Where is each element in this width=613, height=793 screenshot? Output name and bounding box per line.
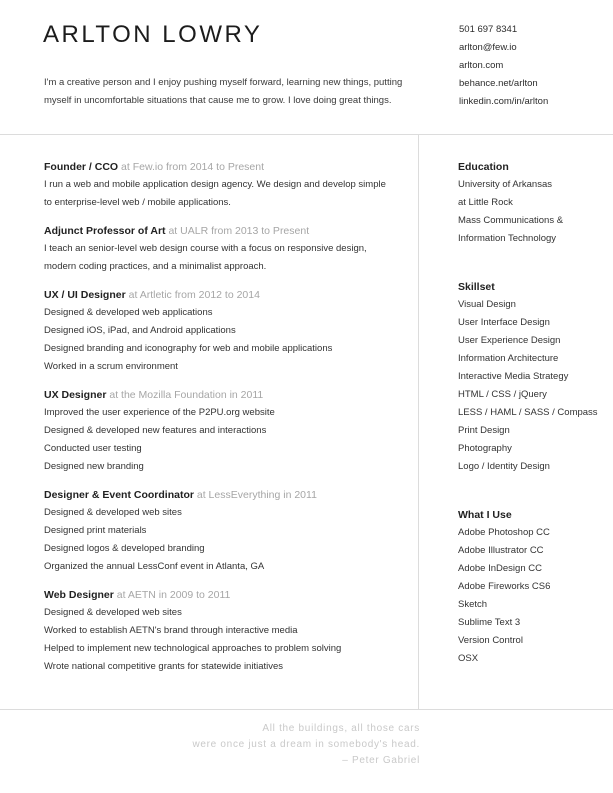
intro-line: myself in uncomfortable situations that cause me to grow. I love doing great things. xyxy=(44,95,392,106)
footer-quote xyxy=(0,721,420,769)
job-heading xyxy=(44,486,392,504)
job-heading xyxy=(44,158,392,176)
job-meta: at LessEverything in 2011 xyxy=(196,489,317,501)
job-detail: Designed new branding xyxy=(44,461,144,472)
skill-item: User Experience Design xyxy=(458,335,561,346)
job-detail: Wrote national competitive grants for statewide initiatives xyxy=(44,661,284,672)
job-detail: Worked to establish AETN's brand through interactive media xyxy=(44,625,298,636)
experience-section-web-designer xyxy=(44,586,392,676)
job-title: Web Designer xyxy=(44,589,114,601)
contact-email: arlton@few.io xyxy=(459,42,517,53)
skill-item: Print Design xyxy=(458,425,510,436)
job-detail: I teach an senior-level web design course with a focus on responsive design, xyxy=(44,243,367,254)
job-detail: I run a web and mobile application design agency. We design and develop simple xyxy=(44,179,386,190)
job-detail: Designed branding and iconography for web and mobile applications xyxy=(44,343,333,354)
job-detail: Organized the annual LessConf event in Atlanta, GA xyxy=(44,561,265,572)
education-item: at Little Rock xyxy=(458,197,513,208)
job-detail: Designed & developed web applications xyxy=(44,307,213,318)
quote-line: All the buildings, all those cars xyxy=(262,723,420,734)
tool-item: Sketch xyxy=(458,599,488,610)
tools-heading: What I Use xyxy=(458,509,512,521)
skillset-section xyxy=(458,278,608,476)
skillset-heading: Skillset xyxy=(458,281,495,293)
job-meta: at Artletic from 2012 to 2014 xyxy=(128,289,260,301)
job-meta: at UALR from 2013 to Present xyxy=(168,225,310,237)
job-detail: Designed & developed web sites xyxy=(44,607,182,618)
tool-item: OSX xyxy=(458,653,479,664)
education-item: Mass Communications & xyxy=(458,215,564,226)
contact-behance: behance.net/arlton xyxy=(459,78,538,89)
job-detail: Designed iOS, iPad, and Android applications xyxy=(44,325,236,336)
job-detail: Designed print materials xyxy=(44,525,147,536)
skill-item: Visual Design xyxy=(458,299,516,310)
skill-item: Logo / Identity Design xyxy=(458,461,550,472)
sidebar-column xyxy=(458,158,608,668)
job-title: Adjunct Professor of Art xyxy=(44,225,166,237)
column-divider-line xyxy=(418,134,419,709)
header-divider-line xyxy=(0,134,613,135)
intro-paragraph xyxy=(44,74,404,110)
experience-section-professor xyxy=(44,222,392,276)
job-meta: at Few.io from 2014 to Present xyxy=(121,161,265,173)
quote-line: were once just a dream in somebody's head. xyxy=(192,739,420,750)
skill-item: Photography xyxy=(458,443,512,454)
job-detail: Worked in a scrum environment xyxy=(44,361,178,372)
education-item: Information Technology xyxy=(458,233,557,244)
contact-block xyxy=(459,21,548,111)
skill-item: HTML / CSS / jQuery xyxy=(458,389,547,400)
tool-item: Adobe Illustrator CC xyxy=(458,545,544,556)
skill-item: Interactive Media Strategy xyxy=(458,371,569,382)
contact-website: arlton.com xyxy=(459,60,504,71)
intro-line: I'm a creative person and I enjoy pushing myself forward, learning new things, putting xyxy=(44,77,403,88)
tool-item: Sublime Text 3 xyxy=(458,617,521,628)
tool-item: Adobe InDesign CC xyxy=(458,563,542,574)
job-heading xyxy=(44,586,392,604)
person-name: ARLTON LOWRY xyxy=(43,21,263,48)
job-detail: Improved the user experience of the P2PU.org website xyxy=(44,407,275,418)
tool-item: Version Control xyxy=(458,635,523,646)
tool-item: Adobe Fireworks CS6 xyxy=(458,581,551,592)
job-detail: Helped to implement new technological approaches to problem solving xyxy=(44,643,342,654)
quote-attribution: – Peter Gabriel xyxy=(342,755,420,766)
experience-section-event-coordinator xyxy=(44,486,392,576)
experience-section-founder xyxy=(44,158,392,212)
education-heading: Education xyxy=(458,161,509,173)
contact-linkedin: linkedin.com/in/arlton xyxy=(459,96,549,107)
education-item: University of Arkansas xyxy=(458,179,552,190)
job-detail: modern coding practices, and a minimalist approach. xyxy=(44,261,267,272)
job-detail: to enterprise-level web / mobile applications. xyxy=(44,197,231,208)
job-title: UX / UI Designer xyxy=(44,289,126,301)
tool-item: Adobe Photoshop CC xyxy=(458,527,550,538)
job-detail: Designed & developed web sites xyxy=(44,507,182,518)
experience-column xyxy=(44,158,392,676)
job-heading xyxy=(44,386,392,404)
job-detail: Designed & developed new features and interactions xyxy=(44,425,267,436)
experience-section-ux-designer xyxy=(44,386,392,476)
job-heading xyxy=(44,286,392,304)
experience-section-ux-ui-designer xyxy=(44,286,392,376)
contact-phone: 501 697 8341 xyxy=(459,24,518,35)
job-meta: at the Mozilla Foundation in 2011 xyxy=(109,389,264,401)
footer-divider-line xyxy=(0,709,613,710)
job-heading xyxy=(44,222,392,240)
job-title: Founder / CCO xyxy=(44,161,119,173)
job-detail: Designed logos & developed branding xyxy=(44,543,205,554)
skill-item: Information Architecture xyxy=(458,353,559,364)
skill-item: User Interface Design xyxy=(458,317,550,328)
job-detail: Conducted user testing xyxy=(44,443,142,454)
skill-item: LESS / HAML / SASS / Compass xyxy=(458,407,598,418)
job-title: UX Designer xyxy=(44,389,107,401)
education-section xyxy=(458,158,608,248)
job-meta: at AETN in 2009 to 2011 xyxy=(116,589,231,601)
job-title: Designer & Event Coordinator xyxy=(44,489,194,501)
tools-section xyxy=(458,506,608,668)
